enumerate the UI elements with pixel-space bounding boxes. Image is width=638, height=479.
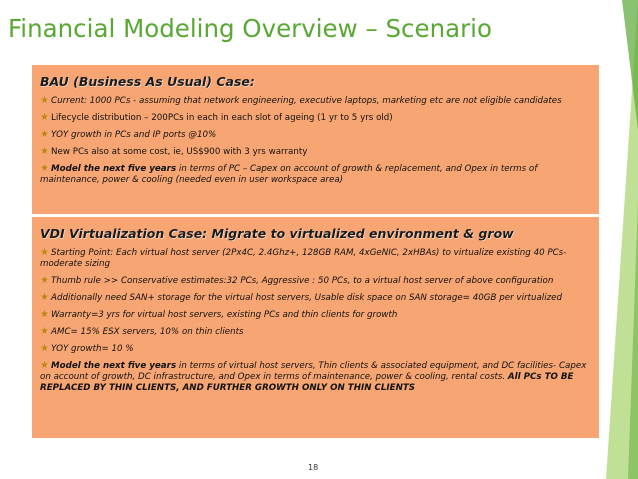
vdi-model-text: in terms of virtual host servers, Thin clients & associated equipment, and DC facilities- Capex on account of growth, DC infrastructure, and Opex in terms of maintenance, power & cooling, rental costs. <box>40 361 587 382</box>
vdi-item-text: Warranty=3 yrs for virtual host servers, existing PCs and thin clients for growth <box>51 310 398 320</box>
vdi-item-text: YOY growth= 10 % <box>51 344 134 354</box>
bullet-icon <box>40 275 49 284</box>
bau-heading: BAU (Business As Usual) Case: <box>40 74 255 89</box>
bullet-icon <box>40 163 49 172</box>
bullet-icon <box>40 292 49 301</box>
bau-item-model <box>40 163 592 186</box>
vdi-model-bold: Model the next five years <box>51 361 177 371</box>
bullet-icon <box>40 360 49 369</box>
vdi-item <box>40 275 592 287</box>
slide-title: Financial Modeling Overview – Scenario <box>8 14 492 43</box>
bau-item <box>40 95 592 107</box>
bullet-icon <box>40 95 49 104</box>
bau-item <box>40 112 592 124</box>
vdi-item <box>40 292 592 304</box>
vdi-item-text: AMC= 15% ESX servers, 10% on thin clients <box>51 327 244 337</box>
vdi-item-text: Thumb rule >> Conservative estimates:32 PCs, Aggressive : 50 PCs, to a virtual host server of above configuration <box>51 276 554 286</box>
bau-model-bold: Model the next five years <box>51 164 177 174</box>
vdi-item-text: Additionally need SAN+ storage for the virtual host servers, Usable disk space on SAN storage= 40GB per virtualized <box>51 293 563 303</box>
vdi-item <box>40 326 592 338</box>
bau-item <box>40 129 592 141</box>
vdi-case-box <box>32 217 599 438</box>
vdi-heading: VDI Virtualization Case: Migrate to virtualized environment & grow <box>40 226 514 241</box>
bau-item-text: New PCs also at some cost, ie, US$900 with 3 yrs warranty <box>51 147 308 157</box>
vdi-item-text: Starting Point: Each virtual host server (2Px4C, 2.4Ghz+, 128GB RAM, 4xGeNIC, 2xHBAs) to virtualize existing 40 PCs- moderate sizing <box>40 248 567 269</box>
bau-item-text: Current: 1000 PCs - assuming that network engineering, executive laptops, marketing etc are not eligible candidates <box>51 96 562 106</box>
bullet-icon <box>40 343 49 352</box>
bullet-icon <box>40 146 49 155</box>
bau-item-text: Lifecycle distribution – 200PCs in each in each slot of ageing (1 yr to 5 yrs old) <box>51 113 393 123</box>
vdi-item <box>40 247 592 270</box>
bullet-icon <box>40 326 49 335</box>
bullet-icon <box>40 112 49 121</box>
bau-item <box>40 146 592 158</box>
bau-case-box <box>32 65 599 214</box>
bullet-icon <box>40 129 49 138</box>
bullet-icon <box>40 309 49 318</box>
vdi-item <box>40 343 592 355</box>
page-number: 18 <box>308 463 319 472</box>
bau-model-text: in terms of PC – Capex on account of growth & replacement, and Opex in terms of maintenance, power & cooling (needed even in user workspace area) <box>40 164 538 185</box>
vdi-model-bold-end: All PCs TO BE REPLACED BY THIN CLIENTS, AND FURTHER GROWTH ONLY ON THIN CLIENTS <box>40 372 574 393</box>
bau-item-text: YOY growth in PCs and IP ports @10% <box>51 130 217 140</box>
bullet-icon <box>40 247 49 256</box>
vdi-item <box>40 309 592 321</box>
vdi-item-model <box>40 360 592 394</box>
